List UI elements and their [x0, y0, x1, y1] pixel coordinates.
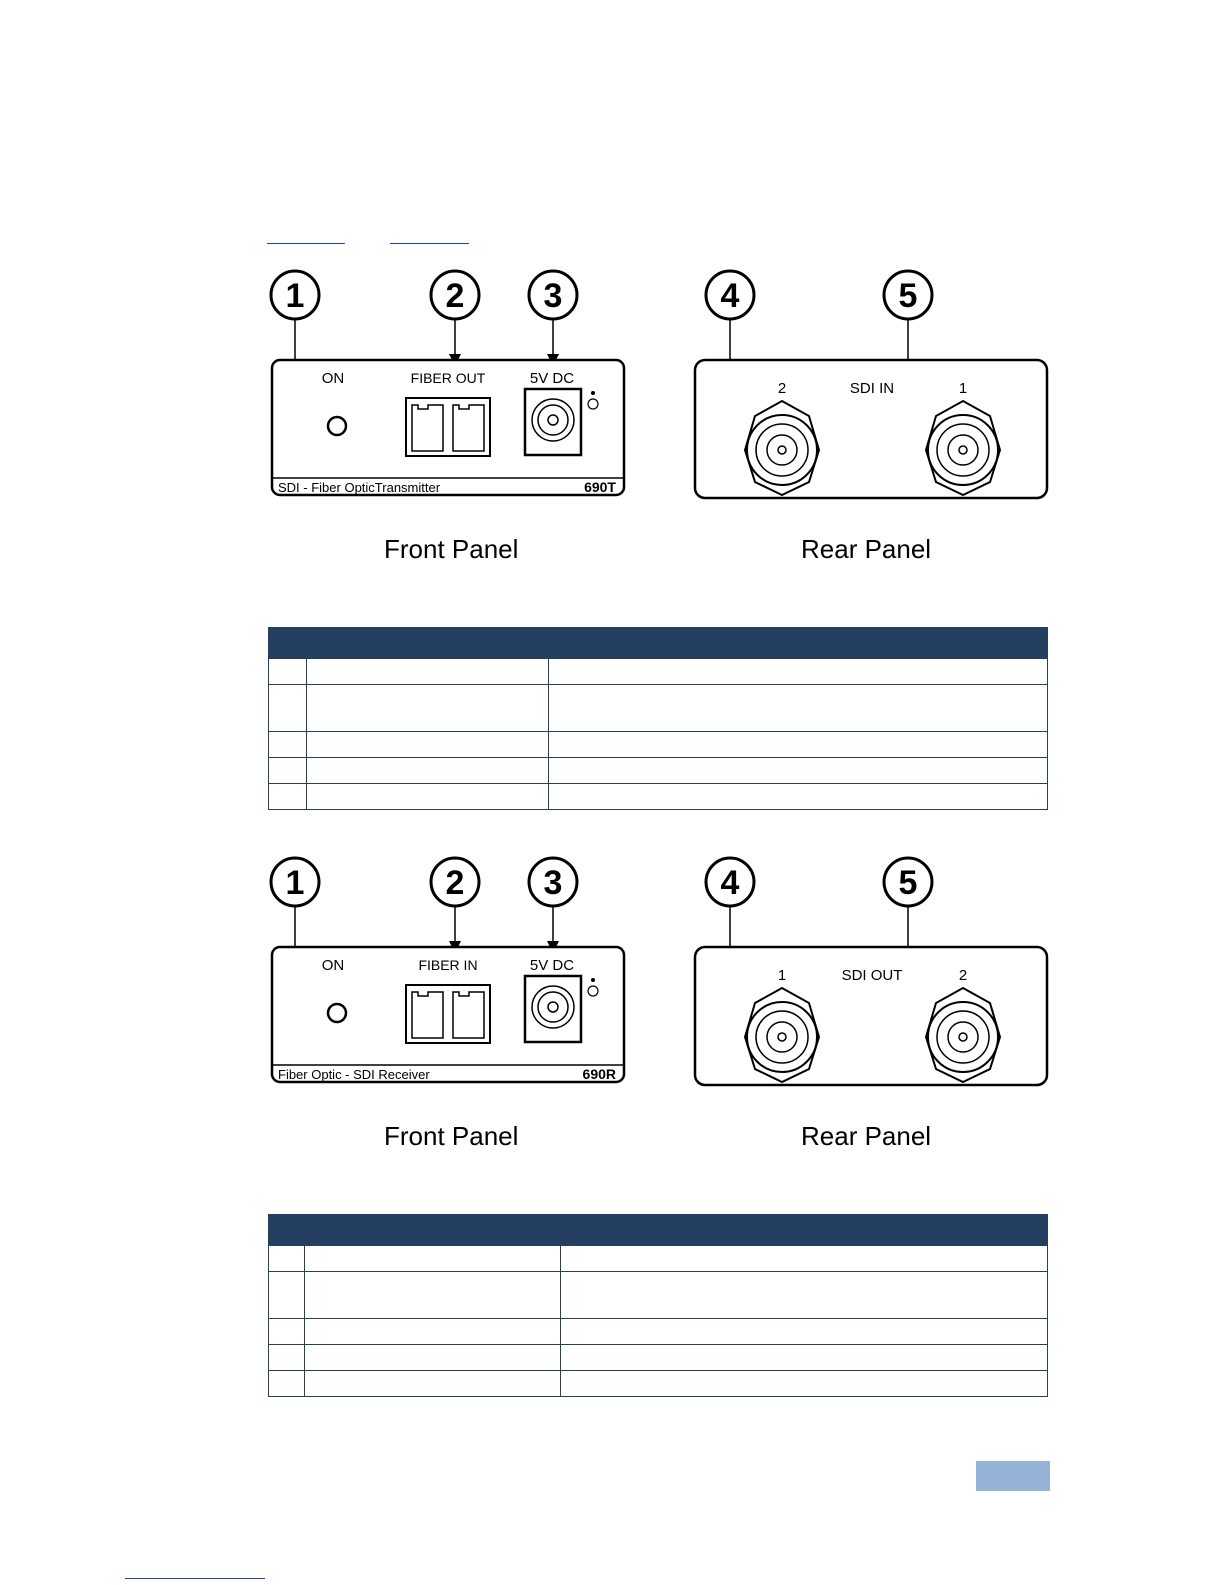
svg-text:SDI OUT: SDI OUT — [841, 967, 903, 984]
table-row — [269, 758, 1048, 784]
svg-text:2: 2 — [958, 967, 968, 984]
front-panel — [272, 947, 624, 1082]
receiver-panels-drawing — [260, 852, 1060, 1172]
svg-text:5: 5 — [898, 277, 918, 315]
rear-panel-caption: Rear Panel — [801, 534, 932, 564]
svg-text:ON: ON — [321, 370, 345, 387]
front-panel-caption: Front Panel — [384, 534, 519, 564]
receiver-features-table — [268, 1214, 1048, 1397]
transmitter-diagram — [260, 265, 1060, 585]
receiver-diagram — [260, 852, 1060, 1172]
svg-text:Fiber Optic - SDI Receiver: Fiber Optic - SDI Receiver — [278, 1067, 430, 1082]
table-row — [269, 1246, 1048, 1272]
table-header-row — [269, 1215, 1048, 1246]
svg-text:5V DC: 5V DC — [529, 370, 575, 387]
callout-1 — [271, 858, 319, 906]
callout-2 — [431, 271, 479, 319]
reference-link-1[interactable] — [267, 243, 345, 244]
bnc-connector-right — [926, 401, 1000, 495]
callout-3 — [529, 858, 577, 906]
callout-4 — [706, 858, 754, 906]
rear-panel — [695, 360, 1047, 498]
bnc-connector-left — [745, 401, 819, 495]
table-row — [269, 685, 1048, 732]
svg-text:FIBER OUT: FIBER OUT — [410, 370, 486, 386]
svg-text:690T: 690T — [584, 479, 616, 495]
rear-panel-caption: Rear Panel — [801, 1121, 932, 1151]
transmitter-features-table — [268, 627, 1048, 810]
svg-text:4: 4 — [720, 277, 740, 315]
svg-text:ON: ON — [321, 957, 345, 974]
callout-5 — [884, 271, 932, 319]
table-header-row — [269, 628, 1048, 659]
callout-5 — [884, 858, 932, 906]
svg-text:1: 1 — [285, 864, 305, 902]
svg-text:3: 3 — [543, 864, 563, 902]
bnc-connector-right — [926, 988, 1000, 1082]
svg-text:1: 1 — [958, 380, 968, 397]
svg-text:690R: 690R — [582, 1066, 616, 1082]
svg-text:2: 2 — [445, 864, 465, 902]
svg-text:5: 5 — [898, 864, 918, 902]
table-row — [269, 784, 1048, 810]
bnc-connector-left — [745, 988, 819, 1082]
on-led — [328, 417, 346, 435]
transmitter-panels-drawing — [260, 265, 1060, 585]
svg-text:SDI - Fiber OpticTransmitter: SDI - Fiber OpticTransmitter — [278, 480, 441, 495]
svg-text:2: 2 — [777, 380, 787, 397]
svg-text:1: 1 — [777, 967, 787, 984]
svg-text:2: 2 — [445, 277, 465, 315]
rear-panel — [695, 947, 1047, 1085]
fiber-connector — [406, 985, 490, 1043]
table-row — [269, 1319, 1048, 1345]
table-row — [269, 1345, 1048, 1371]
table-row — [269, 732, 1048, 758]
footer-link[interactable] — [125, 1578, 265, 1579]
page-number-badge — [976, 1461, 1050, 1491]
fiber-connector — [406, 398, 490, 456]
svg-text:4: 4 — [720, 864, 740, 902]
reference-link-2[interactable] — [390, 243, 469, 244]
table-row — [269, 1371, 1048, 1397]
svg-text:1: 1 — [285, 277, 305, 315]
svg-text:3: 3 — [543, 277, 563, 315]
front-panel-caption: Front Panel — [384, 1121, 519, 1151]
svg-text:5V DC: 5V DC — [529, 957, 575, 974]
svg-text:FIBER IN: FIBER IN — [418, 957, 478, 973]
front-panel — [272, 360, 624, 495]
on-led — [328, 1004, 346, 1022]
table-row — [269, 1272, 1048, 1319]
table-row — [269, 659, 1048, 685]
callout-1 — [271, 271, 319, 319]
callout-2 — [431, 858, 479, 906]
callout-3 — [529, 271, 577, 319]
svg-text:SDI IN: SDI IN — [849, 380, 895, 397]
callout-4 — [706, 271, 754, 319]
